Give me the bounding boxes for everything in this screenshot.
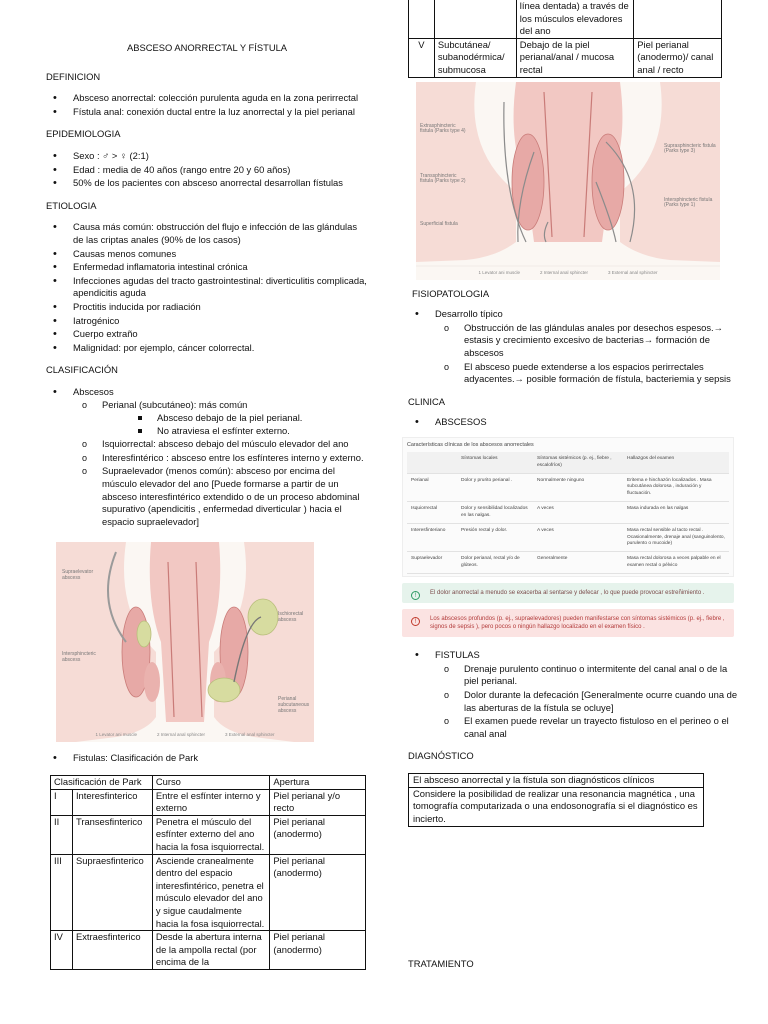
table-cell: Piel perianal (anodermo) [270, 854, 366, 931]
table-row [407, 552, 729, 574]
list-item: • Sexo : ♂ > ♀ (2:1) [46, 150, 368, 163]
park-table-continued [408, 0, 722, 78]
table-cell: V [409, 38, 435, 77]
table-cell: Asciende cranealmente dentro del espacio interesfintérico, penetra el músculo elevador del ano y sigue caudalmente hacia la fosa isquiorrectal. [152, 854, 270, 931]
table-cell: Interesfinteriano [407, 524, 457, 552]
table-cell: A veces [533, 502, 623, 524]
table-cell: Eritema e hinchazón localizados . Masa subcutánea dolorosa , induración y fluctuación. [623, 473, 729, 501]
list-item: o Obstrucción de las glándulas anales por desechos espesos.→ estasis y crecimiento excesivo de bacterias→ formación de abscesos [438, 322, 738, 360]
clinica-abscesos-list [408, 416, 738, 429]
list-item: • Cuerpo extraño [46, 328, 368, 341]
list-item: • Fístula anal: conexión ductal entre la luz anorrectal y la piel perianal [46, 106, 368, 119]
table-cell: II [51, 815, 73, 854]
list-item: o Isquiorrectal: absceso debajo del músculo elevador del ano [76, 438, 368, 451]
table-cell: A veces [533, 524, 623, 552]
table-row [409, 0, 722, 38]
list-item: o Dolor durante la defecación [Generalmente ocurre cuando una de las aberturas de la fístula se ocluye] [438, 689, 738, 714]
table-cell: Interesfinterico [72, 789, 152, 815]
table-cell: Dolor y sensibilidad localizados en las nalgas. [457, 502, 533, 524]
diagnostico-row: El absceso anorrectal y la fístula son diagnósticos clínicos [409, 774, 703, 788]
abscess-diagram [56, 542, 314, 742]
label-transsphincteric: Transsphincteric fistula (Parks type 2) [420, 172, 466, 185]
table-header: Curso [152, 776, 270, 790]
table-cell: IV [51, 931, 73, 970]
table-cell: Transesfinterico [72, 815, 152, 854]
table-cell: Normalmente ninguno [533, 473, 623, 501]
list-item [408, 649, 738, 740]
list-item: • Edad : media de 40 años (rango entre 20 y 60 años) [46, 164, 368, 177]
table-row [51, 815, 366, 854]
legend-item: 2 Internal anal sphincter [539, 269, 589, 275]
list-item: • Fistulas: Clasificación de Park [46, 752, 368, 765]
table-cell: Supraesfinterico [72, 854, 152, 931]
table-cell: Masa rectal sensible al tacto rectal . Ocasionalmente, drenaje anal (sanguinolento, purulento o mucoide) [623, 524, 729, 552]
table-cell: Piel perianal y/o recto [270, 789, 366, 815]
table-row [407, 502, 729, 524]
table-cell: Supraelevador [407, 552, 457, 574]
fistulas-sublist [408, 663, 738, 741]
label-supraelevator: Supraelevator abscess [62, 569, 94, 582]
list-item: • Iatrogénico [46, 315, 368, 328]
fisiopatologia-heading: FISIOPATOLOGIA [412, 287, 490, 299]
legend-item: 2 Internal anal sphincter [156, 732, 206, 738]
diagnostico-heading: DIAGNÓSTICO [408, 750, 474, 762]
label-extrasphincteric: Extrasphincteric fistula (Parks type 4) [420, 122, 466, 135]
list-item: o El absceso puede extenderse a los espacios perirrectales adyacentes.→ posible formación de fístula, bacteriemia y sepsis [438, 361, 738, 386]
list-item: • 50% de los pacientes con absceso anorrectal desarrollan fístulas [46, 177, 368, 190]
table-cell: Masa rectal dolorosa a veces palpable en el examen rectal o pélvico [623, 552, 729, 574]
clinical-table-title: Características clínicas de los abscesos anorrectales [407, 441, 534, 448]
table-row [409, 38, 722, 77]
etiologia-heading: ETIOLOGIA [46, 199, 97, 211]
legend-item: 3 External anal sphincter [608, 269, 658, 275]
table-cell: Dolor perianal, rectal y/o de glúteos. [457, 552, 533, 574]
table-cell: línea dentada) a través de los músculos elevadores del ano [516, 0, 633, 38]
list-item: o Supraelevador (menos común): absceso por encima del músculo elevador del ano [Puede formarse a partir de un absceso interesfintérico extendido o de un proceso abdominal supurativo (apendicitis , enfermedad diverticular ) hacia el espacio supraelevador] [76, 465, 368, 528]
diagnostico-box [408, 773, 704, 827]
definicion-list [46, 92, 368, 118]
list-item: • Infecciones agudas del tracto gastrointestinal: diverticulitis complicada, apendicitis aguda [46, 275, 368, 300]
abscesos-label: Abscesos [73, 385, 114, 397]
list-item: • Malignidad: por ejemplo, cáncer colorrectal. [46, 342, 368, 355]
epidemiologia-heading: EPIDEMIOLOGIA [46, 128, 121, 140]
label-intersphincteric: Intersphincteric abscess [62, 651, 96, 664]
green-alert [402, 583, 734, 603]
list-item-label: Desarrollo típico [435, 308, 503, 320]
table-row [51, 789, 366, 815]
list-item: o El examen puede revelar un trayecto fistuloso en el perineo o el canal anal [438, 715, 738, 740]
table-cell: Entre el esfínter interno y externo [152, 789, 270, 815]
table-cell: Extraesfinterico [72, 931, 152, 970]
list-item: Absceso debajo de la piel perianal. [130, 412, 368, 425]
table-cell: Desde la abertura interna de la ampolla rectal (por encima de la [152, 931, 270, 970]
table-cell: Perianal [407, 473, 457, 501]
legend-item: 3 External anal sphincter [225, 732, 275, 738]
list-item: • Proctitis inducida por radiación [46, 301, 368, 314]
table-header: Hallazgos del examen [623, 452, 729, 473]
table-cell: III [51, 854, 73, 931]
left-column [46, 0, 368, 970]
label-superficial: Superficial fistula [420, 220, 458, 227]
table-header: Clasificación de Park [51, 776, 153, 790]
label-perianal: Perianal subcutaneous abscess [278, 696, 310, 714]
clinica-heading: CLINICA [408, 395, 445, 407]
table-header: Apertura [270, 776, 366, 790]
red-alert [402, 609, 734, 637]
label-suprasphincteric: Suprasphincteric fistula (Parks type 3) [664, 142, 716, 155]
perianal-sublist [102, 412, 368, 437]
table-cell: Dolor y prurito perianal . [457, 473, 533, 501]
alert-text: Los abscesos profundos (p. ej., supraelevadores) pueden manifestarse con síntomas sistémicos (p. ej., fiebre , signos de sepsis ), pero pocos o ningún hallazgo localizado en el examen físico . [430, 616, 725, 631]
table-row [51, 931, 366, 970]
park-table [50, 775, 366, 970]
list-item: • Causas menos comunes [46, 248, 368, 261]
diagnostico-row: Considere la posibilidad de realizar una resonancia magnética , una tomografía computarizada o una endosonografía si el diagnóstico es incierto. [413, 787, 698, 824]
list-item [76, 399, 368, 437]
list-item: o Interesfintérico : absceso entre los esfínteres interno y externo. [76, 452, 368, 465]
label-ischiorectal: Ischiorectal abscess [278, 611, 304, 624]
figure-legend [56, 732, 314, 738]
list-item: • Absceso anorrectal: colección purulenta aguda en la zona perirrectal [46, 92, 368, 105]
list-item: • Causa más común: obstrucción del flujo e infección de las glándulas de las criptas anales (90% de los casos) [46, 221, 368, 246]
table-header: Síntomas locales [457, 452, 533, 473]
clinical-features-table [402, 437, 734, 577]
table-cell [434, 0, 516, 38]
table-cell: Generalmente [533, 552, 623, 574]
alert-text: El dolor anorrectal a menudo se exacerba al sentarse y defecar , lo que puede provocar estreñimiento . [430, 590, 705, 597]
table-cell: Piel perianal (anodermo) [270, 815, 366, 854]
table-cell [634, 0, 722, 38]
table-cell: Debajo de la piel perianal/anal / mucosa rectal [516, 38, 633, 77]
definicion-heading: DEFINICION [46, 70, 101, 82]
epidemiologia-list [46, 150, 368, 190]
fisiopatologia-sublist [408, 322, 738, 386]
fistulas-clinica-list [408, 649, 738, 740]
abscesos-sublist [46, 399, 368, 528]
list-item: • ABSCESOS [408, 416, 738, 429]
table-cell: Penetra el músculo del esfínter externo del ano hacia la fosa isquiorrectal. [152, 815, 270, 854]
table-cell: I [51, 789, 73, 815]
info-icon: ! [411, 591, 420, 600]
table-cell: Presión rectal y dolor. [457, 524, 533, 552]
right-column [407, 0, 738, 969]
table-cell: Isquiorrectal [407, 502, 457, 524]
table-header [407, 452, 457, 473]
table-row [407, 473, 729, 501]
perianal-label: Perianal (subcutáneo): más común [102, 399, 248, 411]
table-cell: Masa indurada en las nalgas [623, 502, 729, 524]
tratamiento-heading: TRATAMIENTO [408, 958, 474, 969]
table-header-row [51, 776, 366, 790]
warning-icon: ! [411, 617, 420, 626]
list-item [408, 308, 738, 386]
clinical-table [407, 452, 729, 574]
list-item: No atraviesa el esfínter externo. [130, 425, 368, 438]
table-row [51, 854, 366, 931]
table-cell: Subcutánea/ subanodérmica/ submucosa [434, 38, 516, 77]
list-item: • Enfermedad inflamatoria intestinal crónica [46, 261, 368, 274]
list-item-label: FISTULAS [435, 649, 480, 661]
table-cell: Piel perianal (anodermo)/ canal anal / recto [634, 38, 722, 77]
legend-item: 1 Levator ani muscle [95, 732, 137, 738]
page-title: ABSCESO ANORRECTAL Y FÍSTULA [126, 42, 288, 53]
list-item [46, 386, 368, 529]
table-header: Síntomas sistémicos (p. ej., fiebre , escalofríos) [533, 452, 623, 473]
fistula-diagram [416, 82, 720, 280]
label-intersphincteric: Intersphincteric fistula (Parks type 1) [664, 196, 713, 209]
table-row [407, 524, 729, 552]
table-cell: Piel perianal (anodermo) [270, 931, 366, 970]
clasificacion-list [46, 386, 368, 529]
figure-legend [416, 270, 720, 276]
fisiopatologia-list [408, 308, 738, 386]
table-cell [409, 0, 435, 38]
list-item: o Drenaje purulento continuo o intermitente del canal anal o de la piel perianal. [438, 663, 738, 688]
table-header-row [407, 452, 729, 473]
etiologia-list [46, 221, 368, 354]
clasificacion-heading: CLASIFICACIÓN [46, 364, 118, 376]
legend-item: 1 Levator ani muscle [478, 269, 520, 275]
fistulas-list [46, 752, 368, 765]
